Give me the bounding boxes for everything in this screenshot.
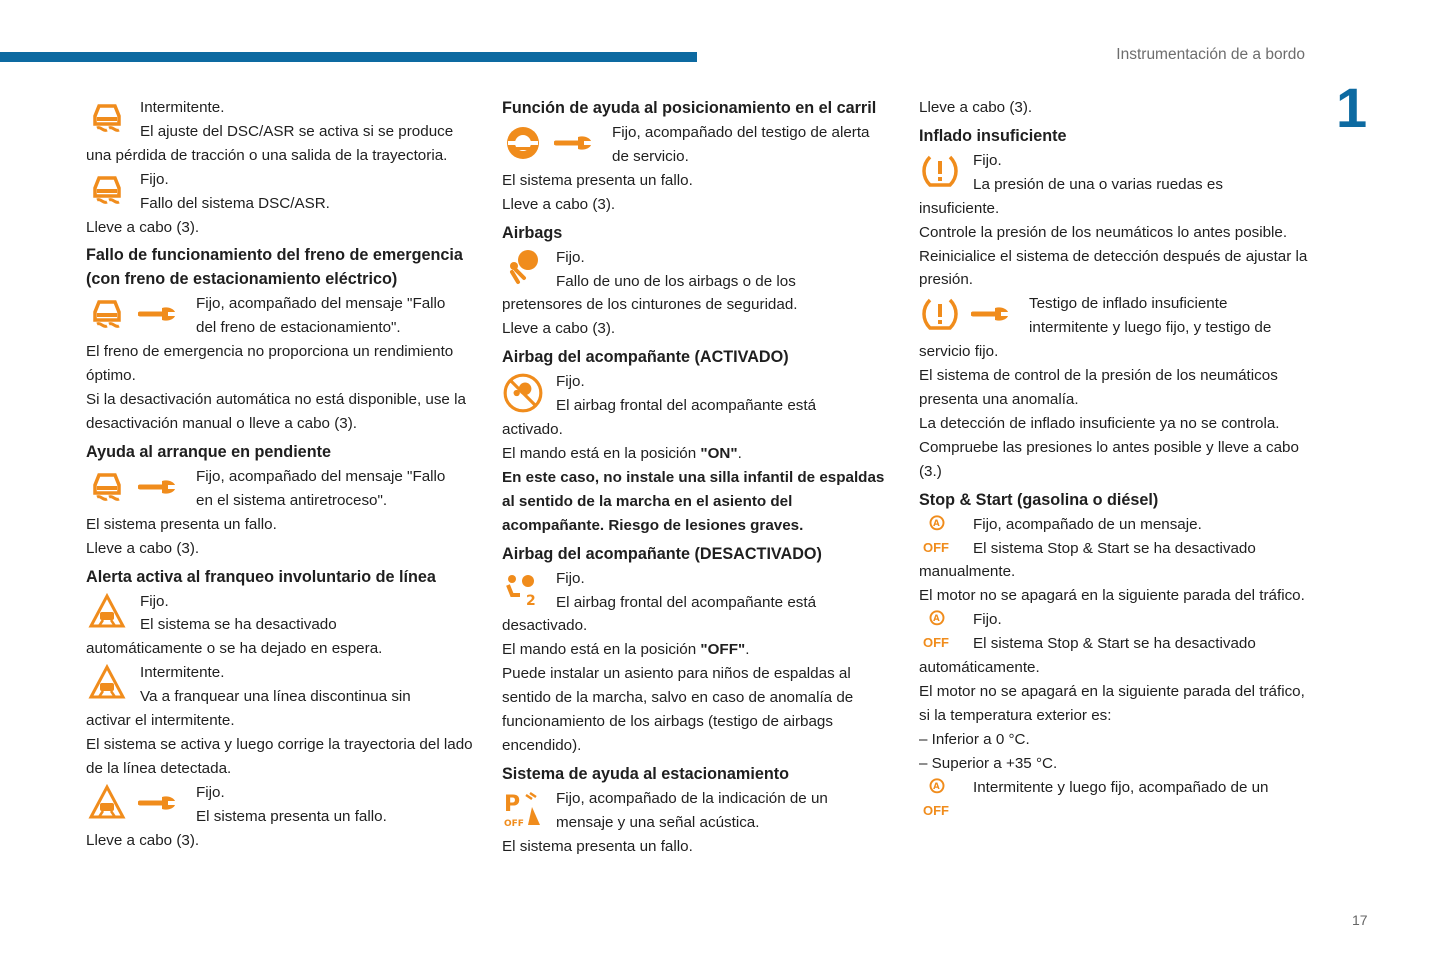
text-line: El sistema presenta un fallo. xyxy=(502,837,693,855)
text-line: Fijo, acompañado del mensaje "Fallo xyxy=(196,467,446,485)
position-value: "OFF" xyxy=(700,641,746,659)
steering-wheel-icon xyxy=(502,123,544,163)
stop-start-off-label: OFF xyxy=(923,802,949,818)
text-line: El sistema Stop & Start se ha desactivado xyxy=(973,539,1256,557)
stop-start-off-label: OFF xyxy=(923,539,949,555)
text-line xyxy=(502,442,892,466)
text-line: Lleve a cabo (3). xyxy=(86,218,200,236)
section-title: Función de ayuda al posicionamiento en el carril xyxy=(502,99,877,117)
service-wrench-icon xyxy=(138,477,178,497)
text-line: Fijo. xyxy=(140,592,169,610)
stopstart-auto-block xyxy=(919,608,1311,656)
text-span: El mando está en la posición xyxy=(502,444,701,462)
text-line: insuficiente. xyxy=(919,199,1000,217)
text-line: Fijo. xyxy=(556,373,585,391)
tyre-pressure-icon xyxy=(919,151,961,191)
text-line: Fijo. xyxy=(973,151,1002,169)
text-paragraph: Puede instalar un asiento para niños de espaldas al sentido de la marcha, salvo en caso de anomalía de funcionamiento de los airbags (testigo de airbags encendido). xyxy=(502,665,854,754)
passenger-airbag-on-block xyxy=(502,370,892,418)
airbag-icon xyxy=(502,248,542,288)
text-span: El mando está en la posición xyxy=(502,641,701,659)
text-paragraph: Si la desactivación automática no está disponible, use la desactivación manual o lleve a cabo (3). xyxy=(86,391,466,432)
text-line: activado. xyxy=(502,421,563,439)
parking-aid-off-icon xyxy=(502,789,542,829)
text-paragraph: El motor no se apagará en la siguiente parada del tráfico, si la temperatura exterior es: xyxy=(919,682,1305,724)
skid-car-icon xyxy=(86,170,128,210)
lane-positioning-block xyxy=(502,121,892,169)
section-title: Airbags xyxy=(502,223,563,242)
skid-car-icon xyxy=(86,294,128,334)
text-line: intermitente y luego fijo, y testigo de xyxy=(1029,319,1272,337)
lane-departure-icon xyxy=(86,663,128,703)
text-line: automáticamente. xyxy=(919,659,1040,677)
text-line: El ajuste del DSC/ASR se activa si se produce xyxy=(140,122,454,140)
text-line: El airbag frontal del acompañante está xyxy=(556,593,817,611)
text-span: . xyxy=(745,641,750,659)
text-line: manualmente. xyxy=(919,563,1016,581)
stop-start-icon xyxy=(919,610,955,636)
airbags-block xyxy=(502,246,892,294)
text-line: automáticamente o se ha dejado en espera. xyxy=(86,640,383,658)
text-line: El sistema presenta un fallo. xyxy=(502,171,693,189)
text-line: El sistema se ha desactivado xyxy=(140,616,337,634)
stopstart-blinking-block xyxy=(919,776,1311,818)
lane-fault-block xyxy=(86,781,478,829)
passenger-airbag-on-icon xyxy=(502,372,544,414)
dsc-fixed-block xyxy=(86,168,478,216)
text-line: Fijo. xyxy=(556,569,585,587)
underinflation-fixed-block xyxy=(919,149,1311,197)
service-wrench-icon xyxy=(971,304,1011,324)
stop-start-icon xyxy=(919,515,955,541)
section-title: Airbag del acompañante (DESACTIVADO) xyxy=(502,544,822,563)
page-header-title: Instrumentación de a bordo xyxy=(1116,46,1305,63)
text-paragraph: Reinicialice el sistema de detección después de ajustar la presión. xyxy=(919,247,1308,289)
page-number: 17 xyxy=(1352,912,1368,928)
text-line: Lleve a cabo (3). xyxy=(502,320,616,338)
lane-fixed-block xyxy=(86,590,478,638)
text-line: Intermitente y luego fijo, acompañado de un xyxy=(973,778,1269,796)
passenger-airbag-off-block xyxy=(502,567,892,615)
text-paragraph: Compruebe las presiones lo antes posible y lleve a cabo (3.) xyxy=(919,438,1299,480)
text-line: La detección de inflado insuficiente ya no se controla. xyxy=(919,414,1280,432)
text-line: Fijo. xyxy=(196,783,225,801)
text-line: Fijo, acompañado del mensaje "Fallo xyxy=(196,295,446,313)
service-wrench-icon xyxy=(554,133,594,153)
text-line: mensaje y una señal acústica. xyxy=(556,813,760,831)
text-line: Fijo, acompañado de la indicación de un xyxy=(556,789,828,807)
text-line: Fallo de uno de los airbags o de los xyxy=(556,272,796,290)
column-3 xyxy=(919,96,1311,818)
text-line: Va a franquear una línea discontinua sin xyxy=(140,688,411,706)
lane-departure-icon xyxy=(86,592,128,632)
text-line: Intermitente. xyxy=(140,664,225,682)
text-line: La presión de una o varias ruedas es xyxy=(973,175,1223,193)
text-line: Testigo de inflado insuficiente xyxy=(1029,295,1228,313)
text-line: El sistema Stop & Start se ha desactivado xyxy=(973,635,1256,653)
section-title: Ayuda al arranque en pendiente xyxy=(86,442,331,461)
text-paragraph: El freno de emergencia no proporciona un rendimiento óptimo. xyxy=(86,343,454,385)
text-paragraph: Controle la presión de los neumáticos lo antes posible. xyxy=(919,223,1288,241)
text-line: Lleve a cabo (3). xyxy=(86,831,200,849)
emergency-brake-block xyxy=(86,292,478,340)
underinflation-blinking-block xyxy=(919,292,1311,340)
section-title: Stop & Start (gasolina o diésel) xyxy=(919,490,1159,509)
skid-car-icon xyxy=(86,467,128,507)
parking-aid-block xyxy=(502,787,892,835)
text-line: Fallo del sistema DSC/ASR. xyxy=(140,194,330,212)
stopstart-manual-block xyxy=(919,513,1311,561)
text-line: servicio fijo. xyxy=(919,343,999,361)
text-span: . xyxy=(737,444,742,462)
stop-start-icon xyxy=(919,778,955,804)
section-title: Inflado insuficiente xyxy=(919,126,1067,145)
position-value: "ON" xyxy=(700,444,738,462)
text-line: en el sistema antiretroceso". xyxy=(196,491,388,509)
section-title: Sistema de ayuda al estacionamiento xyxy=(502,764,789,783)
text-paragraph: El motor no se apagará en la siguiente parada del tráfico. xyxy=(919,587,1305,605)
warning-text: En este caso, no instale una silla infantil de espaldas al sentido de la marcha en el asiento del acompañante. Riesgo de lesiones graves. xyxy=(502,468,885,534)
text-line: del freno de estacionamiento". xyxy=(196,319,401,337)
text-paragraph: El sistema se activa y luego corrige la trayectoria del lado de la línea detectada. xyxy=(86,735,473,777)
text-line: El sistema presenta un fallo. xyxy=(86,515,277,533)
service-wrench-icon xyxy=(138,793,178,813)
passenger-airbag-off-icon xyxy=(502,569,542,609)
text-paragraph: El sistema de control de la presión de los neumáticos presenta una anomalía. xyxy=(919,367,1278,408)
text-line: Lleve a cabo (3). xyxy=(919,99,1033,116)
hill-start-block xyxy=(86,465,478,513)
text-line: de servicio. xyxy=(612,147,689,165)
header-accent-bar xyxy=(0,52,697,62)
text-line: activar el intermitente. xyxy=(86,712,235,730)
text-line: Fijo, acompañado del testigo de alerta xyxy=(612,124,870,141)
text-line: desactivado. xyxy=(502,617,588,635)
chapter-number: 1 xyxy=(1336,76,1368,139)
dsc-blinking-block xyxy=(86,96,478,144)
list-item: – Superior a +35 °C. xyxy=(919,754,1058,772)
text-line: Lleve a cabo (3). xyxy=(502,195,616,213)
text-line: una pérdida de tracción o una salida de la trayectoria. xyxy=(86,146,448,164)
text-line: Fijo. xyxy=(556,248,585,266)
text-line: El sistema presenta un fallo. xyxy=(196,807,387,825)
skid-car-icon xyxy=(86,98,128,138)
lane-blinking-block xyxy=(86,661,478,709)
stop-start-off-label: OFF xyxy=(923,635,949,651)
section-title: Fallo de funcionamiento del freno de emergencia (con freno de estacionamiento eléctrico) xyxy=(86,246,463,289)
text-line: Lleve a cabo (3). xyxy=(86,539,200,557)
text-line: Fijo, acompañado de un mensaje. xyxy=(973,515,1202,533)
section-title: Alerta activa al franqueo involuntario de línea xyxy=(86,567,436,586)
text-line: El airbag frontal del acompañante está xyxy=(556,397,817,415)
text-line: pretensores de los cinturones de seguridad. xyxy=(502,296,798,314)
service-wrench-icon xyxy=(138,304,178,324)
lane-departure-icon xyxy=(86,783,128,823)
text-line: Intermitente. xyxy=(140,99,225,116)
list-item: – Inferior a 0 °C. xyxy=(919,730,1030,748)
column-1 xyxy=(86,96,478,852)
text-line: Fijo. xyxy=(973,611,1002,629)
text-line xyxy=(502,638,892,662)
tyre-pressure-icon xyxy=(919,294,961,334)
column-2 xyxy=(502,96,892,859)
section-title: Airbag del acompañante (ACTIVADO) xyxy=(502,348,789,367)
text-line: Fijo. xyxy=(140,170,169,188)
